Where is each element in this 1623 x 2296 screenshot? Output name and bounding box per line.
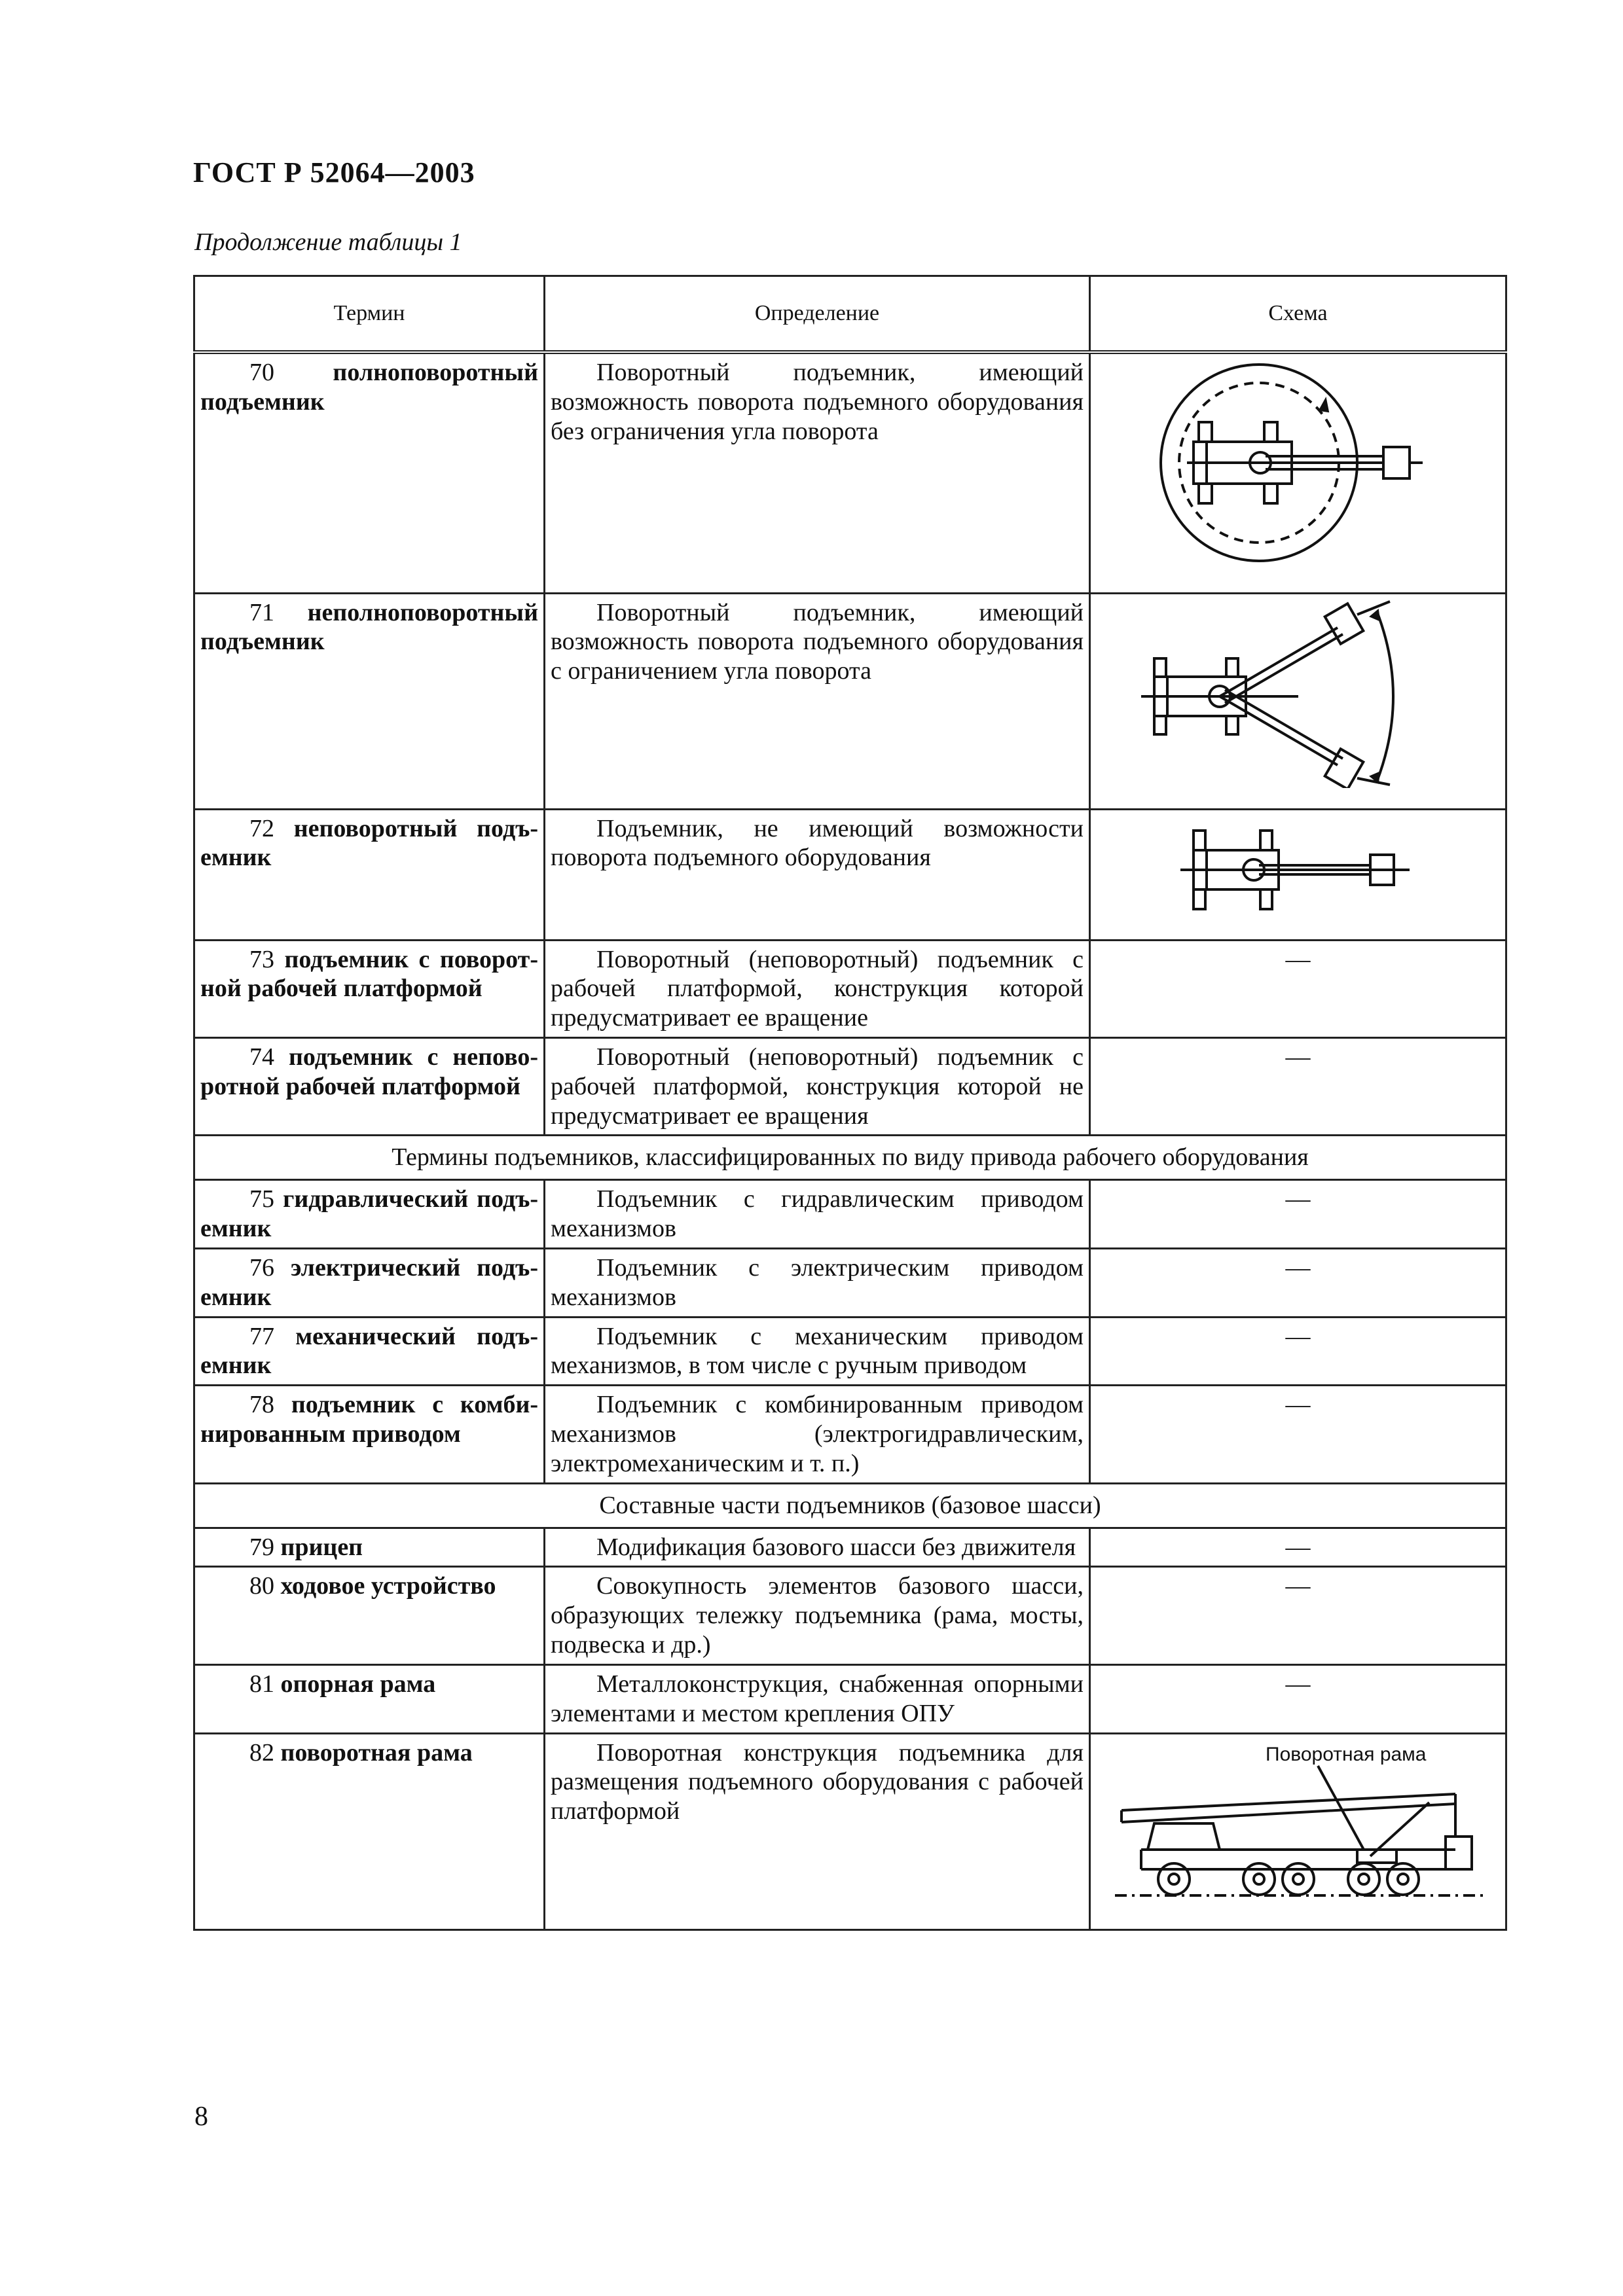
term-cell [194, 1317, 545, 1386]
scheme-cell [1090, 1733, 1506, 1929]
term-number: 71 [249, 598, 274, 626]
term-cell [194, 809, 545, 940]
table-row [194, 1037, 1506, 1135]
term-cell [194, 1037, 545, 1135]
term-number: 82 [249, 1738, 274, 1767]
definition-cell: Поворотный подъемник, имеющий возможность поворота подъемного оборудования с ограничением угла поворота [545, 593, 1090, 809]
definition-cell: Поворотная конструкция подъемника для размещения подъемного оборудования с рабочей платформой [545, 1733, 1090, 1929]
full-rotation-lift-diagram [1148, 358, 1449, 567]
terms-table [193, 275, 1507, 1931]
term-name: опорная рама [280, 1670, 436, 1698]
term-name: неповоротный подъемник [200, 814, 538, 872]
table-header-row [194, 276, 1506, 353]
term-number: 78 [249, 1391, 274, 1419]
table-row [194, 1248, 1506, 1317]
term-number: 72 [249, 814, 274, 842]
table-row [194, 1317, 1506, 1386]
term-name: гидравлический подъемник [200, 1185, 539, 1243]
scheme-cell: — [1090, 1528, 1506, 1567]
section-row [194, 1136, 1506, 1180]
term-number: 77 [249, 1322, 274, 1350]
table-row [194, 1664, 1506, 1733]
header-term: Термин [194, 276, 545, 353]
term-number: 70 [249, 359, 274, 386]
scheme-cell [1090, 809, 1506, 940]
definition-cell: Подъемник с механическим приводом механизмов, в том числе с ручным приводом [545, 1317, 1090, 1386]
scheme-cell: — [1090, 1248, 1506, 1317]
definition-cell: Подъемник с комбинированным приводом механизмов (электрогидравлическим, электромеханическим и т. п.) [545, 1386, 1090, 1483]
scheme-cell: — [1090, 1567, 1506, 1664]
definition-cell: Металлоконструкция, снабженная опорными элементами и местом крепления ОПУ [545, 1664, 1090, 1733]
table-row [194, 809, 1506, 940]
table-row [194, 593, 1506, 809]
header-definition: Определение [545, 276, 1090, 353]
section-heading: Составные части подъемников (базовое шасси) [194, 1483, 1506, 1528]
definition-cell: Подъемник, не имеющий возможности поворота подъемного оборудования [545, 809, 1090, 940]
definition-cell: Подъемник с электрическим приводом механизмов [545, 1248, 1090, 1317]
term-number: 74 [249, 1043, 274, 1071]
definition-cell: Подъемник с гидравлическим приводом механизмов [545, 1180, 1090, 1249]
table-row [194, 352, 1506, 593]
page-number: 8 [194, 2102, 208, 2132]
document-title: ГОСТ Р 52064—2003 [193, 156, 475, 188]
table-row [194, 1733, 1506, 1929]
scheme-cell [1090, 593, 1506, 809]
term-number: 76 [249, 1253, 274, 1282]
section-row [194, 1483, 1506, 1528]
term-cell [194, 1386, 545, 1483]
table-row [194, 1567, 1506, 1664]
definition-cell: Совокупность элементов базового шасси, образующих тележку подъемника (рама, мосты, подвеска и др.) [545, 1567, 1090, 1664]
term-name: полноповоротный подъемник [200, 359, 538, 416]
table-row [194, 1180, 1506, 1249]
term-name: механический подъемник [200, 1322, 539, 1380]
term-number: 73 [249, 945, 274, 973]
non-rotating-lift-diagram [1180, 814, 1416, 925]
table-row [194, 1386, 1506, 1483]
definition-cell: Поворотный (неповоротный) подъемник с рабочей платформой, конструкция которой предусматривает ее вращение [545, 940, 1090, 1037]
term-name: ходовое устройство [280, 1572, 496, 1600]
scheme-cell: — [1090, 940, 1506, 1037]
table-row [194, 940, 1506, 1037]
term-name: прицеп [280, 1533, 363, 1561]
term-name: подъемник с комбинированным приводом [200, 1391, 538, 1448]
definition-cell: Поворотный подъемник, имеющий возможность поворота подъемного оборудования без ограничения угла поворота [545, 352, 1090, 593]
term-name: электрический подъемник [200, 1253, 538, 1311]
partial-rotation-lift-diagram [1141, 598, 1455, 788]
term-cell [194, 940, 545, 1037]
scheme-cell: — [1090, 1386, 1506, 1483]
term-name: подъемник с поворотной рабочей платформой [200, 945, 538, 1003]
term-name: поворотная рама [280, 1738, 473, 1767]
scheme-cell: — [1090, 1664, 1506, 1733]
table-continuation-label: Продолжение таблицы 1 [194, 228, 462, 256]
scheme-cell: — [1090, 1317, 1506, 1386]
term-cell [194, 352, 545, 593]
scheme-cell [1090, 352, 1506, 593]
scheme-cell: — [1090, 1180, 1506, 1249]
term-number: 81 [249, 1670, 274, 1698]
table-row [194, 1528, 1506, 1567]
header-scheme: Схема [1090, 276, 1506, 353]
term-cell [194, 1567, 545, 1664]
section-heading: Термины подъемников, классифицированных по виду привода рабочего оборудования [194, 1136, 1506, 1180]
turntable-frame-truck-diagram [1102, 1738, 1495, 1915]
scheme-cell: — [1090, 1037, 1506, 1135]
term-cell [194, 1664, 545, 1733]
definition-cell: Модификация базового шасси без движителя [545, 1528, 1090, 1567]
term-number: 75 [249, 1185, 274, 1213]
term-cell [194, 1248, 545, 1317]
scheme-label-turntable: Поворотная рама [1265, 1743, 1426, 1765]
term-number: 80 [249, 1572, 274, 1600]
term-cell [194, 593, 545, 809]
term-cell [194, 1733, 545, 1929]
term-cell [194, 1180, 545, 1249]
term-name: неполноповоротный подъемник [200, 598, 538, 656]
term-number: 79 [249, 1533, 274, 1561]
term-cell [194, 1528, 545, 1567]
term-name: подъемник с неповоротной рабочей платформой [200, 1043, 538, 1100]
definition-cell: Поворотный (неповоротный) подъемник с рабочей платформой, конструкция которой не предусматривает ее вращения [545, 1037, 1090, 1135]
